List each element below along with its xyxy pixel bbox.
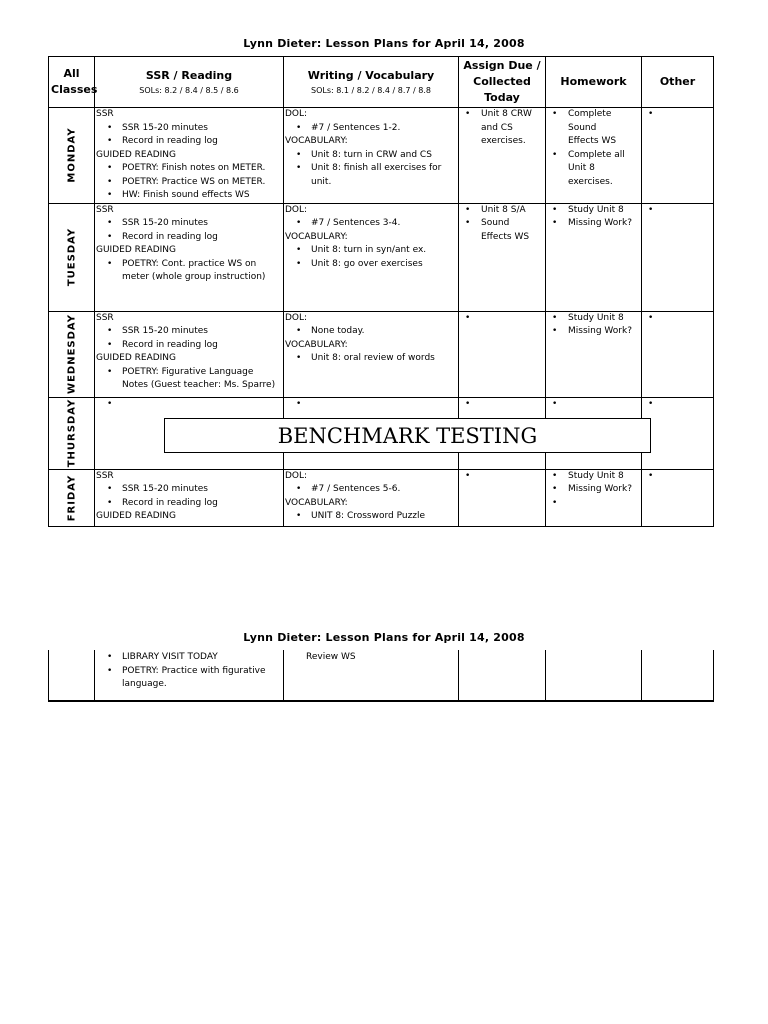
wednesday-other-bullet [643, 312, 712, 326]
header-ssr-sols: SOLs: 8.2 / 8.4 / 8.5 / 8.6 [139, 85, 239, 95]
tuesday-homework-cell [546, 203, 642, 311]
continuation-writing-line: Review WS [306, 652, 356, 662]
friday-writing-item: • #7 / Sentences 5-6. [285, 483, 457, 497]
friday-assign-cell [459, 469, 546, 526]
monday-guided-heading: GUIDED READING [96, 149, 177, 160]
monday-writing-item: • Unit 8: turn in CRW and CS [285, 149, 457, 163]
monday-dol-heading: DOL: [285, 109, 308, 119]
friday-ssr-item: • Record in reading log [96, 497, 282, 511]
row-monday [49, 108, 714, 204]
thursday-writing-bullet [285, 398, 457, 412]
monday-assign-line2: and CS [481, 122, 513, 133]
friday-writing-cell [284, 469, 459, 526]
day-label-wednesday: WEDNESDAY [65, 314, 77, 394]
wednesday-assign-bullet [460, 312, 544, 326]
wednesday-vocab-heading: VOCABULARY: [285, 339, 348, 350]
day-cell-wednesday [49, 311, 95, 397]
header-homework: Homework [546, 57, 642, 108]
monday-hw-line4: Unit 8 [568, 163, 595, 173]
tuesday-homework-item: • Missing Work? [547, 217, 640, 231]
wednesday-ssr-item-line1: POETRY: Figurative Language [122, 366, 254, 377]
tuesday-ssr-item: • Record in reading log [96, 231, 282, 245]
monday-ssr-item: • Record in reading log [96, 135, 282, 149]
page-title: Lynn Dieter: Lesson Plans for April 14, 2008 [243, 37, 525, 50]
lesson-plan-table [48, 56, 714, 527]
monday-ssr-item: • HW: Finish sound effects WS [96, 189, 282, 203]
wednesday-ssr-item [96, 366, 282, 393]
tuesday-ssr-cell [95, 203, 284, 311]
day-label-friday: FRIDAY [65, 474, 77, 521]
tuesday-ssr-item: • SSR 15-20 minutes [96, 217, 282, 231]
monday-assign-line1: Unit 8 CRW [481, 109, 532, 119]
tuesday-other-cell [642, 203, 714, 311]
monday-writing-item [285, 162, 457, 189]
monday-hw-line5: exercises. [568, 176, 613, 187]
continuation-writing-cell [284, 650, 459, 701]
wednesday-dol-heading: DOL: [285, 312, 308, 323]
thursday-ssr-bullet [96, 398, 282, 412]
tuesday-guided-heading: GUIDED READING [96, 245, 177, 255]
monday-ssr-item: • POETRY: Finish notes on METER. [96, 162, 282, 176]
header-other: Other [642, 57, 714, 108]
wednesday-ssr-item: • Record in reading log [96, 339, 282, 353]
header-writing-vocabulary [284, 57, 459, 108]
monday-writing-item: • #7 / Sentences 1-2. [285, 122, 457, 136]
wednesday-other-cell [642, 311, 714, 397]
tuesday-assign-item [460, 217, 544, 244]
tuesday-ssr-heading: SSR [96, 204, 114, 215]
tuesday-assign-line1: Sound [481, 218, 510, 228]
day-label-monday: MONDAY [65, 127, 77, 183]
day-label-thursday: THURSDAY [65, 398, 77, 468]
monday-vocab-heading: VOCABULARY: [285, 136, 348, 146]
continuation-assign-cell [459, 650, 546, 701]
page-title-repeat: Lynn Dieter: Lesson Plans for April 14, 2008 [243, 631, 525, 644]
friday-homework-item: • Missing Work? [547, 483, 640, 497]
tuesday-writing-item: • Unit 8: go over exercises [285, 258, 457, 272]
friday-ssr-cell [95, 469, 284, 526]
friday-assign-bullet [460, 470, 544, 484]
monday-ssr-item: • SSR 15-20 minutes [96, 122, 282, 136]
row-wednesday [49, 311, 714, 397]
monday-homework-item [547, 149, 640, 190]
tuesday-assign-item: • Unit 8 S/A [460, 204, 544, 218]
tuesday-vocab-heading: VOCABULARY: [285, 231, 348, 242]
continuation-row [49, 650, 714, 701]
tuesday-ssr-item [96, 258, 282, 285]
friday-dol-heading: DOL: [285, 470, 308, 481]
friday-guided-heading: GUIDED READING [96, 511, 177, 521]
day-cell-thursday [49, 397, 95, 469]
continuation-ssr-line1: POETRY: Practice with figurative [122, 665, 266, 676]
header-ssr-label: SSR / Reading [145, 68, 233, 82]
tuesday-writing-item: • #7 / Sentences 3-4. [285, 217, 457, 231]
monday-assign-line3: exercises. [481, 136, 526, 146]
tuesday-writing-item: • Unit 8: turn in syn/ant ex. [285, 244, 457, 258]
friday-writing-item: • UNIT 8: Crossword Puzzle [285, 510, 457, 524]
continuation-ssr-line2: language. [122, 679, 167, 689]
continuation-day-cell [49, 650, 95, 701]
monday-assign-cell [459, 108, 546, 204]
monday-assign-item [460, 108, 544, 149]
header-row [49, 57, 714, 108]
tuesday-other-bullet [643, 204, 712, 218]
tuesday-assign-line2: Effects WS [481, 231, 530, 242]
benchmark-testing-banner: BENCHMARK TESTING [164, 418, 651, 453]
thursday-other-cell [642, 397, 714, 469]
thursday-assign-bullet [460, 398, 544, 412]
tuesday-ssr-item-line2: meter (whole group instruction) [122, 272, 266, 282]
tuesday-assign-cell [459, 203, 546, 311]
wednesday-homework-item: • Missing Work? [547, 325, 640, 339]
friday-homework-cell [546, 469, 642, 526]
friday-other-bullet [643, 470, 712, 484]
wednesday-ssr-cell [95, 311, 284, 397]
header-assign-due: Assign Due / Collected Today [459, 57, 546, 108]
continuation-ssr-item: • LIBRARY VISIT TODAY [96, 651, 282, 665]
tuesday-homework-item: • Study Unit 8 [547, 204, 640, 218]
wednesday-guided-heading: GUIDED READING [96, 353, 177, 363]
tuesday-writing-cell [284, 203, 459, 311]
tuesday-ssr-item-line1: POETRY: Cont. practice WS on [122, 258, 257, 269]
row-tuesday [49, 203, 714, 311]
wednesday-writing-item: • None today. [285, 325, 457, 339]
row-friday [49, 469, 714, 526]
monday-homework-cell [546, 108, 642, 204]
day-label-tuesday: TUESDAY [65, 227, 77, 287]
wednesday-writing-item: • Unit 8: oral review of words [285, 352, 457, 366]
friday-other-cell [642, 469, 714, 526]
monday-writing-cell [284, 108, 459, 204]
thursday-other-bullet [643, 398, 712, 412]
continuation-table [48, 650, 714, 702]
friday-ssr-heading: SSR [96, 470, 114, 481]
monday-ssr-cell [95, 108, 284, 204]
friday-homework-bullet [547, 497, 640, 511]
monday-other-cell [642, 108, 714, 204]
monday-ssr-item: • POETRY: Practice WS on METER. [96, 176, 282, 190]
monday-hw-line2: Effects WS [568, 136, 617, 146]
monday-hw-line3: Complete all [568, 149, 625, 160]
header-writing-sols: SOLs: 8.1 / 8.2 / 8.4 / 8.7 / 8.8 [311, 85, 431, 95]
continuation-homework-cell [546, 650, 642, 701]
monday-hw-line1: Complete Sound [568, 109, 612, 133]
header-writing-label: Writing / Vocabulary [307, 68, 435, 82]
continuation-ssr-cell [95, 650, 284, 701]
friday-vocab-heading: VOCABULARY: [285, 497, 348, 508]
monday-homework-item [547, 108, 640, 149]
day-cell-friday [49, 469, 95, 526]
wednesday-assign-cell [459, 311, 546, 397]
day-cell-monday [49, 108, 95, 204]
thursday-homework-bullet [547, 398, 640, 412]
friday-ssr-item: • SSR 15-20 minutes [96, 483, 282, 497]
wednesday-writing-cell [284, 311, 459, 397]
tuesday-dol-heading: DOL: [285, 204, 308, 215]
continuation-ssr-item [96, 665, 282, 692]
wednesday-homework-item: • Study Unit 8 [547, 312, 640, 326]
continuation-other-cell [642, 650, 714, 701]
monday-ssr-heading: SSR [96, 109, 114, 119]
wednesday-ssr-item-line2: Notes (Guest teacher: Ms. Sparre) [122, 380, 276, 390]
monday-writing-item-line2: unit. [311, 176, 332, 187]
wednesday-homework-cell [546, 311, 642, 397]
monday-other-bullet [643, 108, 712, 122]
friday-homework-item: • Study Unit 8 [547, 470, 640, 484]
header-all-classes: All Classes [49, 57, 95, 108]
wednesday-ssr-item: • SSR 15-20 minutes [96, 325, 282, 339]
wednesday-ssr-heading: SSR [96, 312, 114, 323]
header-ssr-reading [95, 57, 284, 108]
monday-writing-item-line1: Unit 8: finish all exercises for [311, 163, 442, 173]
day-cell-tuesday [49, 203, 95, 311]
